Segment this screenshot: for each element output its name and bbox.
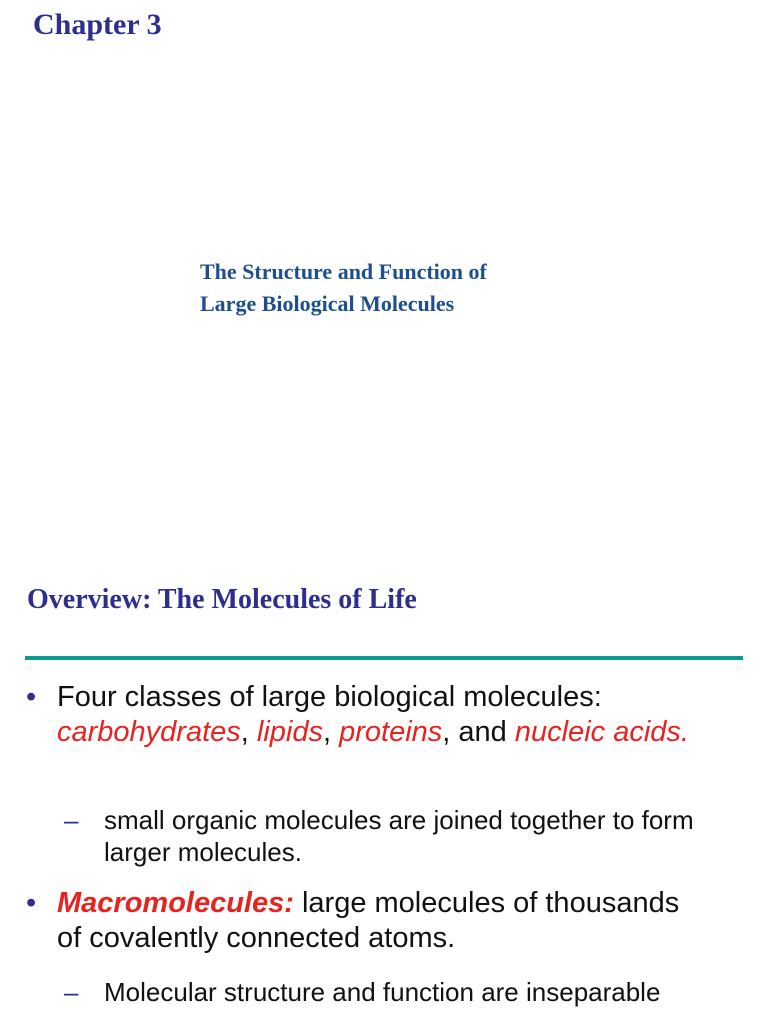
subtitle-line-1: The Structure and Function of <box>200 259 487 284</box>
sub-bullet-marker: – <box>64 977 79 1007</box>
separator: , <box>323 716 340 748</box>
subtitle-line-2: Large Biological Molecules <box>200 291 455 316</box>
term-carbohydrates: carbohydrates <box>57 716 241 748</box>
title-divider <box>25 656 743 660</box>
slide-subtitle <box>200 256 487 320</box>
sub-bullet-marker: – <box>64 805 79 835</box>
term-nucleic-acids: nucleic acids. <box>514 716 689 748</box>
chapter-heading: Chapter 3 <box>33 8 162 41</box>
overview-heading: Overview: The Molecules of Life <box>27 584 417 615</box>
sub-bullet-text: small organic molecules are joined together to form larger molecules. <box>104 805 694 867</box>
term-lipids: lipids <box>256 716 323 748</box>
overview-slide <box>0 560 768 1024</box>
bullet-text <box>57 886 697 956</box>
term-proteins: proteins <box>339 716 443 748</box>
bullet-marker: • <box>26 681 37 713</box>
bullet-text <box>57 680 697 750</box>
sub-bullet-text: Molecular structure and function are inseparable <box>104 977 661 1007</box>
bullet-definition: large molecules of thousands of covalently connected atoms. <box>57 887 680 954</box>
bullet-marker: • <box>26 887 37 919</box>
separator: , <box>240 716 257 748</box>
term-macromolecules: Macromolecules: <box>57 887 294 919</box>
bullet-intro: Four classes of large biological molecules: <box>57 681 602 713</box>
separator: , and <box>442 716 515 748</box>
